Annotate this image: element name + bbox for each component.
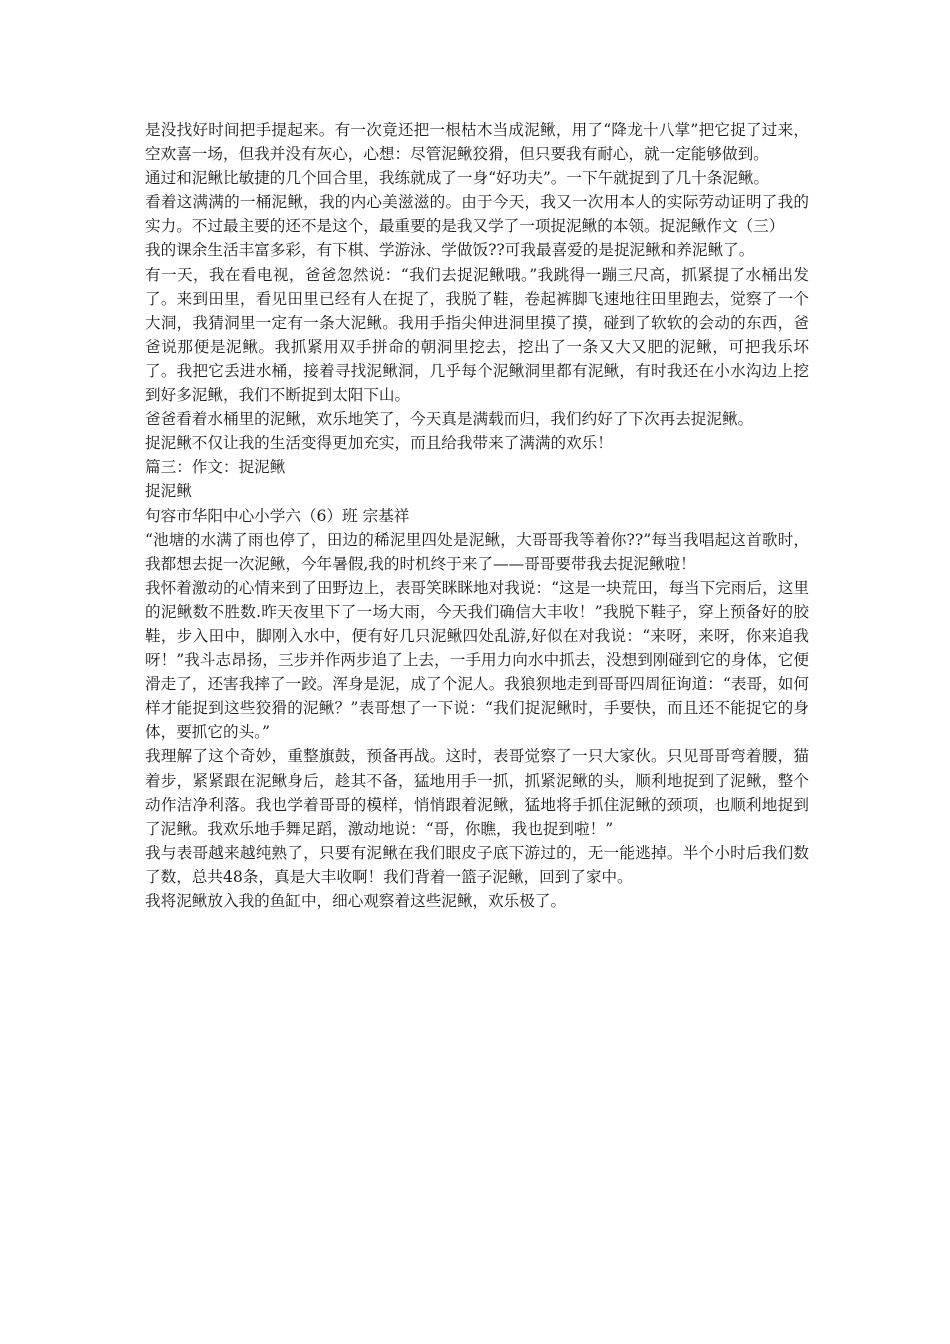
paragraph: 我怀着激动的心情来到了田野边上，表哥笑眯眯地对我说：“这是一块荒田，每当下完雨后，这里的泥鳅数不胜数.昨天夜里下了一场大雨，今天我们确信大丰收！”我脱下鞋子，穿上预备好的胶鞋，步入田中，脚刚入水中，便有好几只泥鳅四处乱游,好似在对我说：“来呀，来呀，你来追我呀！”我斗志昂扬，三步并作两步追了上去，一手用力向水中抓去，没想到刚碰到它的身体，它便滑走了，还害我摔了一跤。浑身是泥，成了个泥人。我狼狈地走到哥哥四周征询道：“表哥，如何样才能捉到这些狡猾的泥鳅？”表哥想了一下说：“我们捉泥鳅时，手要快，而且还不能捉它的身体，要抓它的头。” bbox=[145, 578, 809, 742]
paragraph: 是没找好时间把手提起来。有一次竟还把一根枯木当成泥鳅，用了“降龙十八掌”把它捉了过来，空欢喜一场，但我并没有灰心，心想：尽管泥鳅狡猾，但只要我有耐心，就一定能够做到。 bbox=[145, 121, 809, 164]
paragraph: 看着这满满的一桶泥鳅，我的内心美滋滋的。由于今天，我又一次用本人的实际劳动证明了我的实力。不过最主要的还不是这个，最重要的是我又学了一项捉泥鳅的本领。捉泥鳅作文（三） bbox=[145, 193, 809, 236]
paragraph: 我与表哥越来越纯熟了，只要有泥鳅在我们眼皮子底下游过的，无一能逃掉。半个小时后我们数了数，总共48条，真是大丰收啊！我们背着一篮子泥鳅，回到了家中。 bbox=[145, 843, 809, 886]
paragraph: 有一天，我在看电视，爸爸忽然说：“我们去捉泥鳅哦。”我跳得一蹦三尺高，抓紧提了水桶出发了。来到田里，看见田里已经有人在捉了，我脱了鞋，卷起裤脚飞速地往田里跑去，觉察了一个大洞，我猜洞里一定有一条大泥鳅。我用手指尖伸进洞里摸了摸，碰到了软软的会动的东西，爸爸说那便是泥鳅。我抓紧用双手拼命的朝洞里挖去，挖出了一条又大又肥的泥鳅，可把我乐坏了。我把它丢进水桶，接着寻找泥鳅洞，几乎每个泥鳅洞里都有泥鳅，有时我还在小水沟边上挖到好多泥鳅，我们不断捉到太阳下山。 bbox=[145, 265, 809, 405]
paragraph: 我的课余生活丰富多彩，有下棋、学游泳、学做饭??可我最喜爱的是捉泥鳅和养泥鳅了。 bbox=[145, 241, 755, 260]
author-line: 句容市华阳中心小学六（6）班 宗基祥 bbox=[145, 506, 410, 525]
paragraph: “池塘的水满了雨也停了，田边的稀泥里四处是泥鳅，大哥哥我等着你??”每当我唱起这首歌时，我都想去捉一次泥鳅，今年暑假,我的时机终于来了——哥哥要带我去捉泥鳅啦！ bbox=[145, 530, 809, 573]
paragraph: 捉泥鳅不仅让我的生活变得更加充实，而且给我带来了满满的欢乐！ bbox=[145, 434, 613, 453]
paragraph: 我理解了这个奇妙，重整旗鼓，预备再战。这时，表哥觉察了一只大家伙。只见哥哥弯着腰，猫着步，紧紧跟在泥鳅身后，趁其不备，猛地用手一抓，抓紧泥鳅的头，顺利地捉到了泥鳅，整个动作洁净利落。我也学着哥哥的模样，悄悄跟着泥鳅，猛地将手抓住泥鳅的颈项，也顺利地捉到了泥鳅。我欢乐地手舞足蹈，激动地说：“哥，你瞧，我也捉到啦！” bbox=[145, 747, 809, 838]
paragraph: 通过和泥鳅比敏捷的几个回合里，我练就成了一身“好功夫”。一下午就捉到了几十条泥鳅。 bbox=[145, 169, 770, 188]
paragraph: 我将泥鳅放入我的鱼缸中，细心观察着这些泥鳅，欢乐极了。 bbox=[145, 892, 567, 910]
document-body bbox=[145, 118, 809, 913]
paragraph: 爸爸看着水桶里的泥鳅，欢乐地笑了，今天真是满载而归，我们约好了下次再去捉泥鳅。 bbox=[145, 410, 754, 429]
essay-title: 捉泥鳅 bbox=[145, 482, 192, 501]
section-heading: 篇三：作文：捉泥鳅 bbox=[145, 458, 286, 477]
